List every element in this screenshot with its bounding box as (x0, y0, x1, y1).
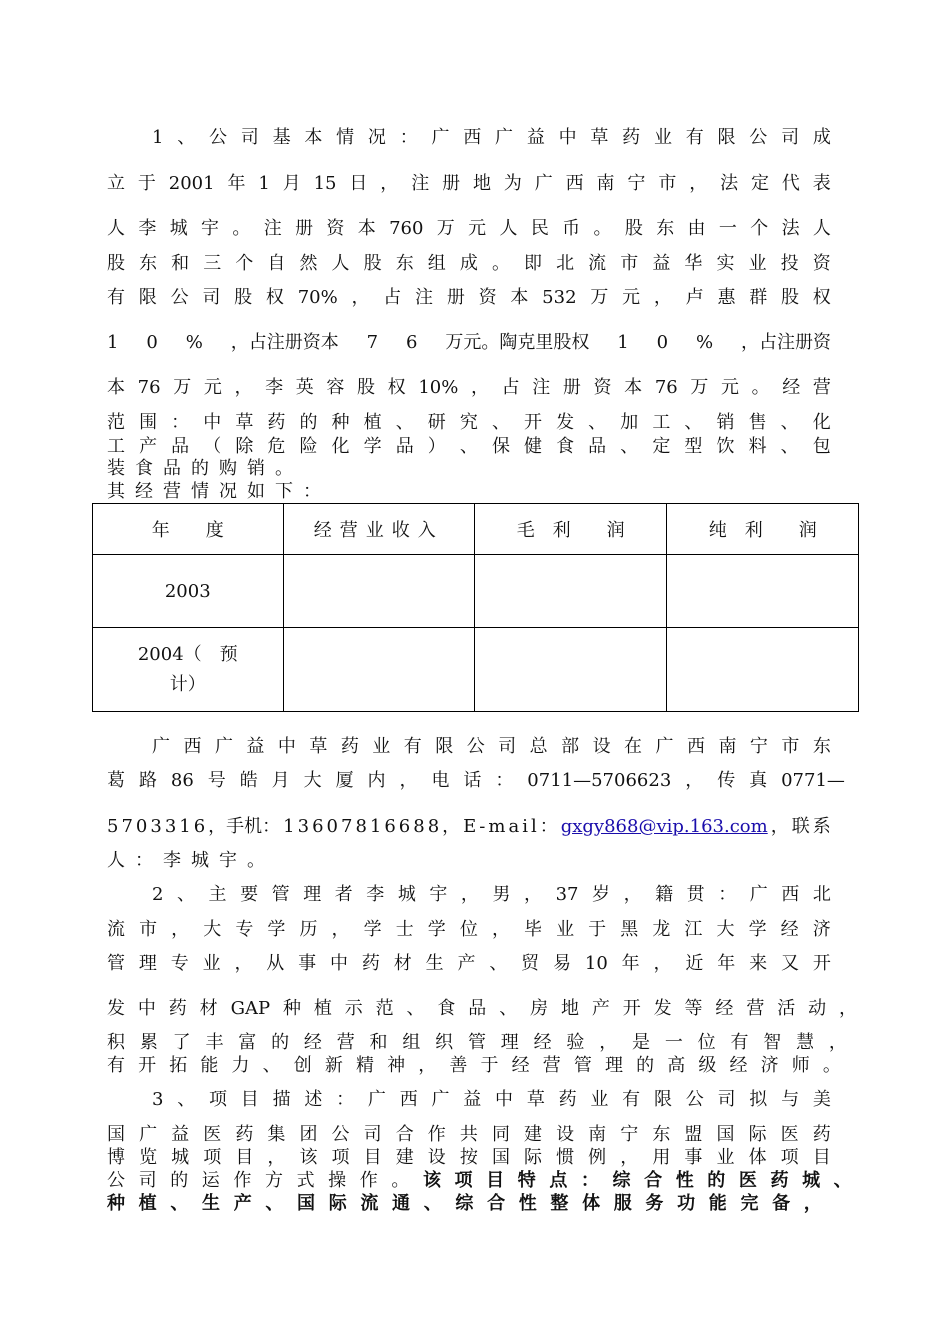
management-line-1: 2 、 主 要 管 理 者 李 城 宇 ， 男 ， 37 岁 ， 籍 贯 ： 广 西 北 (152, 884, 831, 905)
table-row (93, 628, 859, 712)
header-year: 年 度 (93, 504, 284, 555)
cell-revenue (283, 628, 474, 712)
business-table (92, 503, 859, 712)
cell-year-line-2: 计） (169, 673, 206, 695)
management-line-4: 发 中 药 材 GAP 种 植 示 范 、 食 品 、 房 地 产 开 发 等 经 营 活 动 ， (107, 998, 857, 1019)
header-net-profit: 纯 利 润 (667, 504, 859, 555)
contact-line-1: 广 西 广 益 中 草 药 业 有 限 公 司 总 部 设 在 广 西 南 宁 市 东 (152, 736, 831, 757)
cell-gross-profit (474, 628, 667, 712)
cell-revenue (283, 555, 474, 628)
contact-line-4: 人：李城宇。 (107, 850, 275, 871)
company-info-line-5: 有 限 公 司 股 权 70% ， 占 注 册 资 本 532 万 元 ， 卢 惠 群 股 权 (107, 287, 831, 308)
cell-net-profit (667, 555, 859, 628)
cell-year-line-1: 2004（ 预 (137, 643, 238, 665)
company-info-line-6: 1 0 % ，占注册资本 7 6 万元。陶克里股权 1 0 % ，占注册资 (107, 332, 831, 353)
cell-year: 2003 (93, 555, 284, 628)
table-row (93, 555, 859, 628)
company-info-line-10: 装食品的购销。 (107, 458, 303, 479)
company-info-line-7: 本 76 万 元 ， 李 英 容 股 权 10% ， 占 注 册 资 本 76 万 元 。 经 营 (107, 377, 831, 398)
project-line-5: 种 植 、 生 产 、 国 际 流 通 、 综 合 性 整 体 服 务 功 能 完 备 ， (107, 1193, 822, 1214)
project-line-4: 公 司 的 运 作 方 式 操 作 。 该 项 目 特 点 ： 综 合 性 的 医 药 城 、 (107, 1170, 852, 1191)
company-info-line-11: 其经营情况如下： (107, 481, 331, 502)
company-info-line-1: 1 、 公 司 基 本 情 况 ： 广 西 广 益 中 草 药 业 有 限 公 司 成 (152, 127, 831, 148)
project-line-3: 博 览 城 项 目 ， 该 项 目 建 设 按 国 际 惯 例 ， 用 事 业 体 项 目 (107, 1147, 831, 1168)
table-header-row (93, 504, 859, 555)
management-line-5: 积 累 了 丰 富 的 经 营 和 组 织 管 理 经 验 ， 是 一 位 有 智 慧 ， (107, 1032, 847, 1053)
management-line-6: 有 开 拓 能 力 、 创 新 精 神 ， 善 于 经 营 管 理 的 高 级 经 济 师 。 (107, 1055, 841, 1076)
cell-net-profit (667, 628, 859, 712)
header-gross-profit: 毛 利 润 (474, 504, 667, 555)
management-line-2: 流 市 ， 大 专 学 历 ， 学 士 学 位 ， 毕 业 于 黑 龙 江 大 学 经 济 (107, 919, 831, 940)
company-info-line-9: 工 产 品 （ 除 危 险 化 学 品 ） 、 保 健 食 品 、 定 型 饮 料 、 包 (107, 436, 831, 457)
company-info-line-3: 人 李 城 宇 。 注 册 资 本 760 万 元 人 民 币 。 股 东 由 一 个 法 人 (107, 218, 831, 239)
project-line-2: 国 广 益 医 药 集 团 公 司 合 作 共 同 建 设 南 宁 东 盟 国 际 医 药 (107, 1124, 831, 1145)
header-revenue: 经营业收入 (283, 504, 474, 555)
cell-gross-profit (474, 555, 667, 628)
company-info-line-8: 范 围 ： 中 草 药 的 种 植 、 研 究 、 开 发 、 加 工 、 销 售 、 化 (107, 412, 831, 433)
company-info-line-2: 立 于 2001 年 1 月 15 日 ， 注 册 地 为 广 西 南 宁 市 ， 法 定 代 表 (107, 173, 831, 194)
cell-year (93, 628, 284, 712)
project-line-1: 3 、 项 目 描 述 ： 广 西 广 益 中 草 药 业 有 限 公 司 拟 与 美 (152, 1089, 831, 1110)
contact-line-2: 葛 路 86 号 皓 月 大 厦 内 ， 电 话 ： 0711—5706623 ， 传 真 0771— (107, 770, 845, 791)
contact-line-3: 5 7 0 3 3 1 6 ，手机： 1 3 6 0 7 8 1 6 6 8 8 ， E - m a i l ： gxgy868@vip.163.com ， 联 系 (107, 816, 831, 837)
management-line-3: 管 理 专 业 ， 从 事 中 药 材 生 产 、 贸 易 10 年 ， 近 年 来 又 开 (107, 953, 831, 974)
email-link[interactable]: gxgy868@vip.163.com (560, 816, 768, 837)
company-info-line-4: 股 东 和 三 个 自 然 人 股 东 组 成 。 即 北 流 市 益 华 实 业 投 资 (107, 253, 831, 274)
